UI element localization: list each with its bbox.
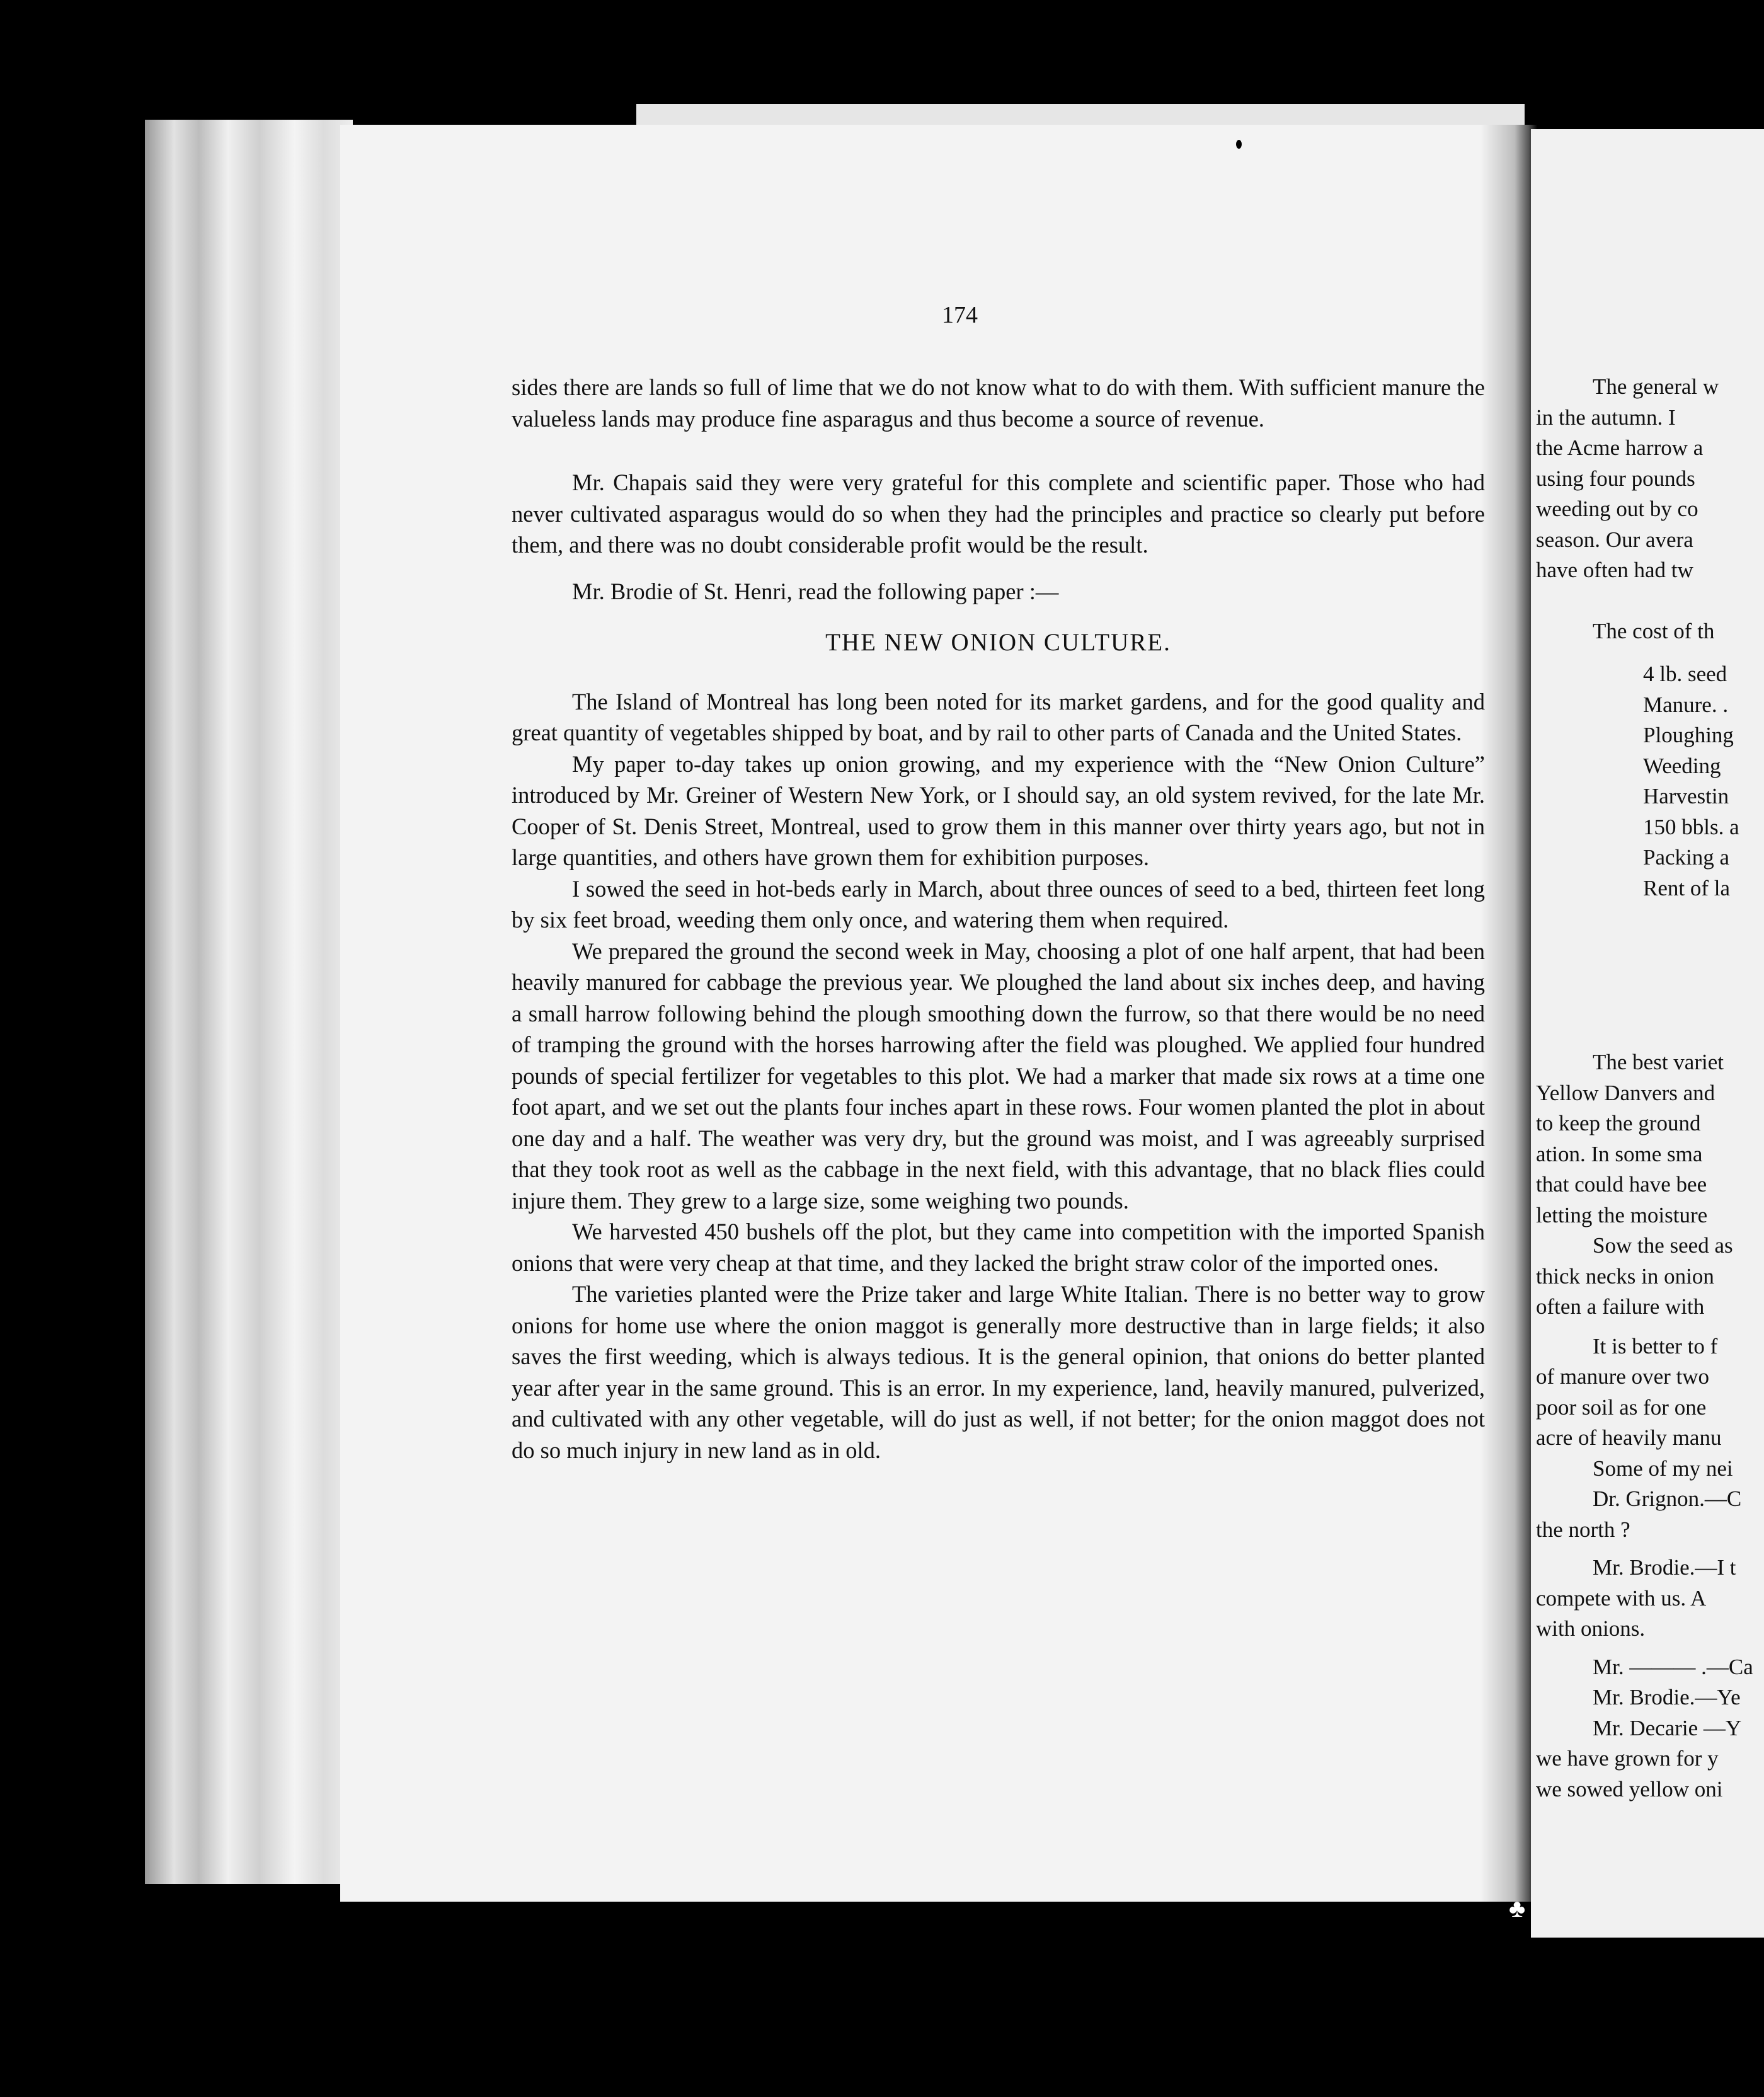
text-line: we have grown for y: [1536, 1746, 1719, 1771]
paragraph: The varieties planted were the Prize taker and large White Italian. There is no better way to grow onions for home use where the onion maggot is generally more destructive than in large fields; it also saves the first weeding, which is always tedious. It is the general opinion, that onions do better planted year after year in the same ground. This is an error. In my experience, land, heavily manured, pulverized, and cultivated with any other vegetable, will do just as well, if not better; for the onion maggot does not do so much injury in new land as in old.: [512, 1281, 1485, 1463]
cost-item: Ploughing: [1643, 723, 1734, 747]
paragraph: Mr. Chapais said they were very grateful for this complete and scientific paper. Those who had never cultivated asparagus would do so when they had the principles and practice so clearly put before them, and there was no doubt considerable profit would be the result.: [512, 469, 1485, 558]
article-heading: THE NEW ONION CULTURE.: [825, 629, 1171, 656]
paragraph: The Island of Montreal has long been noted for its market gardens, and for the good quality and great quantity of vegetables shipped by boat, and by rail to other parts of Canada and the United States.: [512, 688, 1485, 745]
cost-item: Packing a: [1643, 845, 1730, 870]
paragraph: We harvested 450 bushels off the plot, but they came into competition with the imported Spanish onions that were very cheap at that time, and they lacked the bright straw color of the imported ones.: [512, 1219, 1485, 1276]
text-line: with onions.: [1536, 1616, 1646, 1641]
binder-clip-icon: ♣: [1509, 1894, 1526, 1922]
text-line: letting the moisture: [1536, 1202, 1708, 1227]
paragraph: My paper to-day takes up onion growing, and my experience with the “New Onion Culture” introduced by Mr. Greiner of Western New York, or I should say, an old system revived, for the late Mr. Cooper of St. Denis Street, Montreal, used to grow them in this manner over thirty years ago, but not in large quantities, and others have grown them for exhibition purposes.: [512, 750, 1485, 870]
page-number: 174: [942, 302, 978, 328]
text-line: The best variet: [1593, 1050, 1724, 1074]
book-page-edges: [145, 120, 353, 1884]
text-line: of manure over two: [1536, 1364, 1710, 1389]
text-line: weeding out by co: [1536, 497, 1698, 521]
book-gutter: [1480, 125, 1537, 1902]
text-line: we sowed yellow oni: [1536, 1776, 1723, 1801]
text-line: have often had tw: [1536, 558, 1693, 582]
paragraph: sides there are lands so full of lime that we do not know what to do with them. With sufficient manure the valueless lands may produce fine asparagus and thus become a source of revenue.: [512, 374, 1485, 432]
text-line: acre of heavily manu: [1536, 1425, 1722, 1450]
text-line: to keep the ground: [1536, 1111, 1701, 1135]
text-line: that could have bee: [1536, 1172, 1707, 1197]
cost-item: 150 bbls. a: [1643, 814, 1739, 839]
ink-speck: [1236, 140, 1242, 149]
text-line: Some of my nei: [1593, 1456, 1733, 1481]
cost-item: Weeding: [1643, 753, 1721, 778]
text-line: compete with us. A: [1536, 1585, 1707, 1611]
cost-item: 4 lb. seed: [1643, 662, 1727, 686]
paragraph: We prepared the ground the second week in May, choosing a plot of one half arpent, that had been heavily manured for cabbage the previous year. We ploughed the land about six inches deep, and having a small harrow following behind the plough smoothing down the furrow, so that there would be no need of tramping the ground with the horses harrowing after the field was ploughed. We applied four hundred pounds of special fertilizer for vegetables to this plot. We had a marker that made six rows at a time one foot apart, and we set out the plants four inches apart in these rows. Four women planted the plot in about one day and a half. The weather was very dry, but the ground was moist, and I was agreeably surprised that they took root as well as the cabbage in the next field, with this advantage, that no black flies could injure them. They grew to a large size, some weighing two pounds.: [512, 938, 1485, 1214]
text-line: Mr. Brodie.—I t: [1593, 1555, 1736, 1580]
text-line: poor soil as for one: [1536, 1394, 1707, 1420]
right-page-text: [1536, 372, 1763, 1805]
text-line: Mr. Decarie —Y: [1593, 1715, 1742, 1740]
text-line: Mr. ——— .—Ca: [1593, 1654, 1753, 1679]
text-line: thick necks in onion: [1536, 1263, 1714, 1289]
paragraph: Mr. Brodie of St. Henri, read the following paper :—: [572, 578, 1059, 604]
cost-item: Rent of la: [1643, 875, 1731, 900]
text-line: the Acme harrow a: [1536, 435, 1704, 460]
text-line: ation. In some sma: [1536, 1141, 1703, 1166]
left-page-text: [512, 372, 1485, 1466]
paragraph: I sowed the seed in hot-beds early in March, about three ounces of seed to a bed, thirteen feet long by six feet broad, weeding them only once, and watering them when required.: [512, 875, 1485, 933]
text-line: the north ?: [1536, 1517, 1630, 1542]
text-line: Mr. Brodie.—Ye: [1593, 1685, 1741, 1709]
text-line: in the autumn. I: [1536, 405, 1676, 430]
cost-item: Harvestin: [1643, 784, 1729, 808]
cost-item: Manure. .: [1643, 692, 1729, 717]
text-line: often a failure with: [1536, 1294, 1705, 1319]
text-line: It is better to f: [1593, 1333, 1718, 1359]
text-line: season. Our avera: [1536, 527, 1693, 552]
text-line: The cost of th: [1593, 618, 1715, 643]
text-line: Dr. Grignon.—C: [1593, 1486, 1742, 1511]
text-line: Yellow Danvers and: [1536, 1080, 1715, 1105]
text-line: The general w: [1593, 374, 1719, 399]
text-line: Sow the seed as: [1593, 1233, 1733, 1258]
text-line: using four pounds: [1536, 466, 1695, 491]
